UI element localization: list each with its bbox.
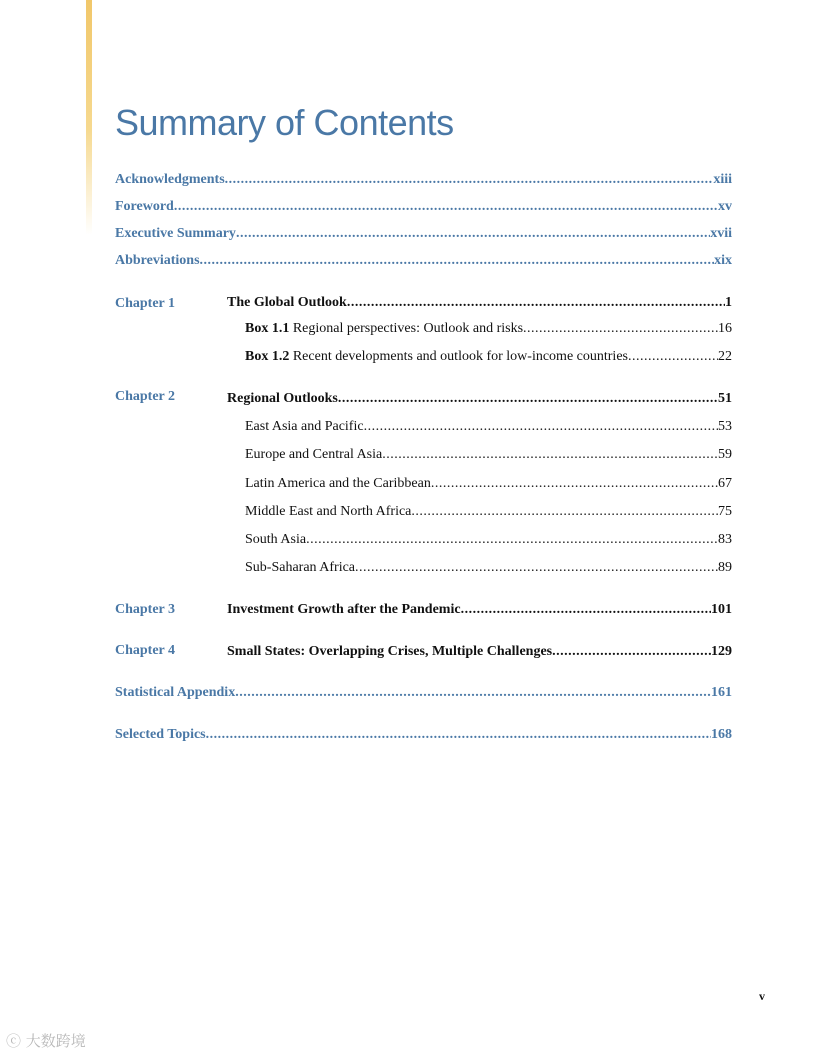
dot-leader [382, 446, 718, 464]
chapter-3-label: Chapter 3 [115, 602, 176, 617]
toc-entry-box-1-2[interactable] [245, 348, 732, 366]
dot-leader [225, 171, 714, 189]
toc-entry-page: 53 [718, 419, 732, 434]
toc-entry-page: 83 [718, 532, 732, 547]
dot-leader [523, 320, 718, 338]
toc-entry-page: xvii [710, 226, 732, 241]
toc-entry-title: East Asia and Pacific [245, 419, 364, 434]
toc-entry-foreword[interactable] [115, 198, 732, 216]
dot-leader [174, 198, 718, 216]
toc-entry-page: 168 [711, 727, 732, 742]
toc-entry-box-1-1[interactable] [245, 320, 732, 338]
dot-leader [235, 684, 711, 702]
toc-entry-title: Middle East and North Africa [245, 504, 412, 519]
toc-entry-page: 129 [711, 644, 732, 659]
page-number: v [759, 989, 765, 1003]
box-number: Box 1.2 [245, 349, 290, 364]
toc-entry-chapter-2[interactable] [227, 390, 732, 408]
toc-entry-title: Regional perspectives: Outlook and risks [289, 321, 524, 336]
toc-entry-chapter-1[interactable] [227, 294, 732, 312]
watermark [6, 1030, 86, 1051]
toc-entry-executive-summary[interactable] [115, 225, 732, 243]
dot-leader [355, 559, 718, 577]
toc-entry-page: 75 [718, 504, 732, 519]
chapter-4-label: Chapter 4 [115, 643, 176, 658]
dot-leader [338, 390, 718, 408]
toc-entry-title: Recent developments and outlook for low-income countries [289, 349, 628, 364]
watermark-logo-icon: ⓒ [6, 1032, 26, 1050]
box-number: Box 1.1 [245, 321, 290, 336]
toc-entry-title: The Global Outlook [227, 295, 347, 310]
toc-entry-sub-saharan-africa[interactable] [245, 559, 732, 577]
toc-entry-page: 1 [725, 295, 732, 310]
toc-entry-title: Small States: Overlapping Crises, Multiple Challenges [227, 644, 553, 659]
toc-entry-title: Investment Growth after the Pandemic [227, 602, 461, 617]
toc-entry-page: 51 [718, 391, 732, 406]
toc-entry-label: Selected Topics [115, 727, 206, 742]
toc-entry-page: xv [718, 199, 732, 214]
toc-entry-label: Statistical Appendix [115, 685, 236, 700]
toc-entry-page: 101 [711, 602, 732, 617]
page-title: Summary of Contents [115, 102, 454, 143]
toc-entry-chapter-3[interactable] [227, 601, 732, 619]
toc-entry-label: Acknowledgments [115, 172, 225, 187]
dot-leader [431, 475, 718, 493]
toc-entry-title: Sub-Saharan Africa [245, 560, 356, 575]
toc-entry-page: 89 [718, 560, 732, 575]
watermark-text: 大数跨境 [25, 1032, 86, 1050]
toc-entry-acknowledgments[interactable] [115, 171, 732, 189]
dot-leader [628, 348, 718, 366]
dot-leader [552, 643, 711, 661]
toc-entry-statistical-appendix[interactable] [115, 684, 732, 702]
toc-entry-title: South Asia [245, 532, 307, 547]
toc-entry-title: Europe and Central Asia [245, 447, 383, 462]
toc-entry-south-asia[interactable] [245, 531, 732, 549]
toc-entry-page: 161 [711, 685, 732, 700]
toc-entry-page: 22 [718, 349, 732, 364]
toc-entry-page: 59 [718, 447, 732, 462]
toc-entry-abbreviations[interactable] [115, 252, 732, 270]
toc-entry-page: xiii [713, 172, 732, 187]
toc-entry-europe-central-asia[interactable] [245, 446, 732, 464]
toc-entry-title: Latin America and the Caribbean [245, 476, 431, 491]
toc-entry-label: Executive Summary [115, 226, 236, 241]
decorative-side-bar [86, 0, 92, 235]
toc-entry-page: xix [714, 253, 732, 268]
toc-entry-selected-topics[interactable] [115, 726, 732, 744]
toc-entry-chapter-4[interactable] [227, 643, 732, 661]
dot-leader [200, 252, 715, 270]
dot-leader [364, 418, 718, 436]
chapter-2-label: Chapter 2 [115, 389, 176, 404]
dot-leader [306, 531, 718, 549]
dot-leader [461, 601, 711, 619]
toc-entry-label: Foreword [115, 199, 174, 214]
chapter-1-label: Chapter 1 [115, 296, 176, 311]
toc-entry-label: Abbreviations [115, 253, 200, 268]
dot-leader [236, 225, 710, 243]
toc-entry-middle-east-north-africa[interactable] [245, 503, 732, 521]
toc-entry-page: 16 [718, 321, 732, 336]
dot-leader [411, 503, 718, 521]
toc-entry-title: Regional Outlooks [227, 391, 338, 406]
dot-leader [347, 294, 725, 312]
toc-entry-latin-america-caribbean[interactable] [245, 475, 732, 493]
toc-entry-page: 67 [718, 476, 732, 491]
dot-leader [206, 726, 711, 744]
toc-entry-east-asia-pacific[interactable] [245, 418, 732, 436]
